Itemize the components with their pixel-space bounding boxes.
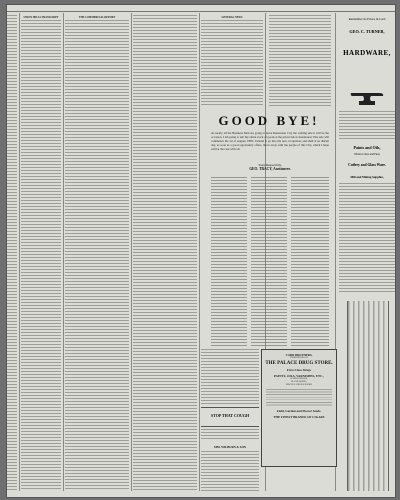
hardware-ad-line5: Window Glass and Putty [354,153,380,156]
column-rule [19,13,20,491]
palace-drug-store-ad [261,349,337,467]
price-list-left [211,177,247,347]
drug-ad-title: THE PALACE DRUG STORE. [265,361,333,366]
price-list-middle [251,177,287,347]
vertical-ad-strip [347,301,389,491]
column-4-bottom-text [201,451,259,491]
column-1 [21,15,61,491]
goodbye-body: As nearly all the Business Men are going to leave Rensselaer City the coming sale it will be the occasion, I am going to sell my entire stock of goods at the prices below mentioned. This sale will commence the 1st of August, 1885; I intend to go into my new occupation, and shall at no distant day, as soon as a good opportunity offers, move away with the people of this City, which I hope will be the case with all. [211,131,329,151]
drug-ad-line3: SCHOOL BOOKS, [290,378,308,380]
column-5 [269,15,331,107]
drug-ad-body [266,389,332,407]
column-rule [199,13,200,491]
hardware-ad-line3: HARDWARE, [343,49,391,57]
drug-ad-proprietors: PROPRIETORS OF [290,357,308,359]
anvil-icon [349,91,385,107]
stop-cough-text [201,429,259,439]
goodbye-signature: GEO. TRACY, Auctioneer. [249,167,291,171]
goodbye-heading: GOOD BYE! [218,113,320,128]
column-4-text [201,20,263,107]
drug-ad-line7: THE FINEST BRANDS OF CIGARS [273,415,325,419]
column-edge [7,15,17,491]
column-4 [201,15,263,107]
column-3-text [133,15,197,491]
column-3 [133,15,197,491]
column-rule [63,13,64,491]
column-rule [131,13,132,491]
drug-ad-line6: Field, Garden and Flower Seeds. [276,409,322,413]
drug-ad-line1: First-Class Drugs [287,368,311,372]
drug-ad-line2: PAINTS, OILS, VARNISHES, ETC., [273,374,325,378]
drug-ad-line5: MISCELLANEOUS BOOKS [285,384,313,386]
goodbye-closing: Yours Respectfully, [258,163,282,167]
drug-ad-line4: BLANK BOOKS, [290,381,308,383]
column-2 [65,15,129,491]
column-4-header: GENERAL NEWS [221,16,243,19]
column-2-text [65,20,129,491]
column-1-text [21,20,61,491]
page-top-border [7,5,395,12]
wilburn-ad-heading: MM. WILBURN & SON [214,445,246,449]
column-1-header: UNION MILLS TRANSCRIPT [23,16,59,19]
column-5-text [269,15,331,107]
stop-cough-heading: STOP THAT COUGH [210,413,250,418]
hardware-ad-line7: Mill and Mining Supplies, [350,175,384,179]
drug-ad-firm: CARR BROTHERS, [285,353,313,357]
column-2-header: THE COMMERCIAL REPORT [78,16,116,19]
hardware-ad-line1: Remember its Prices in Card [348,17,386,21]
hardware-ad-text [339,111,395,141]
price-list-right [291,177,329,347]
hardware-ad-list [339,183,395,293]
column-4-lower-text [201,349,259,405]
hardware-ad-line6: Cutlery and Glass Ware. [348,163,386,167]
hardware-ad-line2: GEO. C. TURNER, [349,29,385,34]
hardware-ad-line4: Paints and Oils, [353,145,381,150]
newspaper-page [6,4,396,498]
